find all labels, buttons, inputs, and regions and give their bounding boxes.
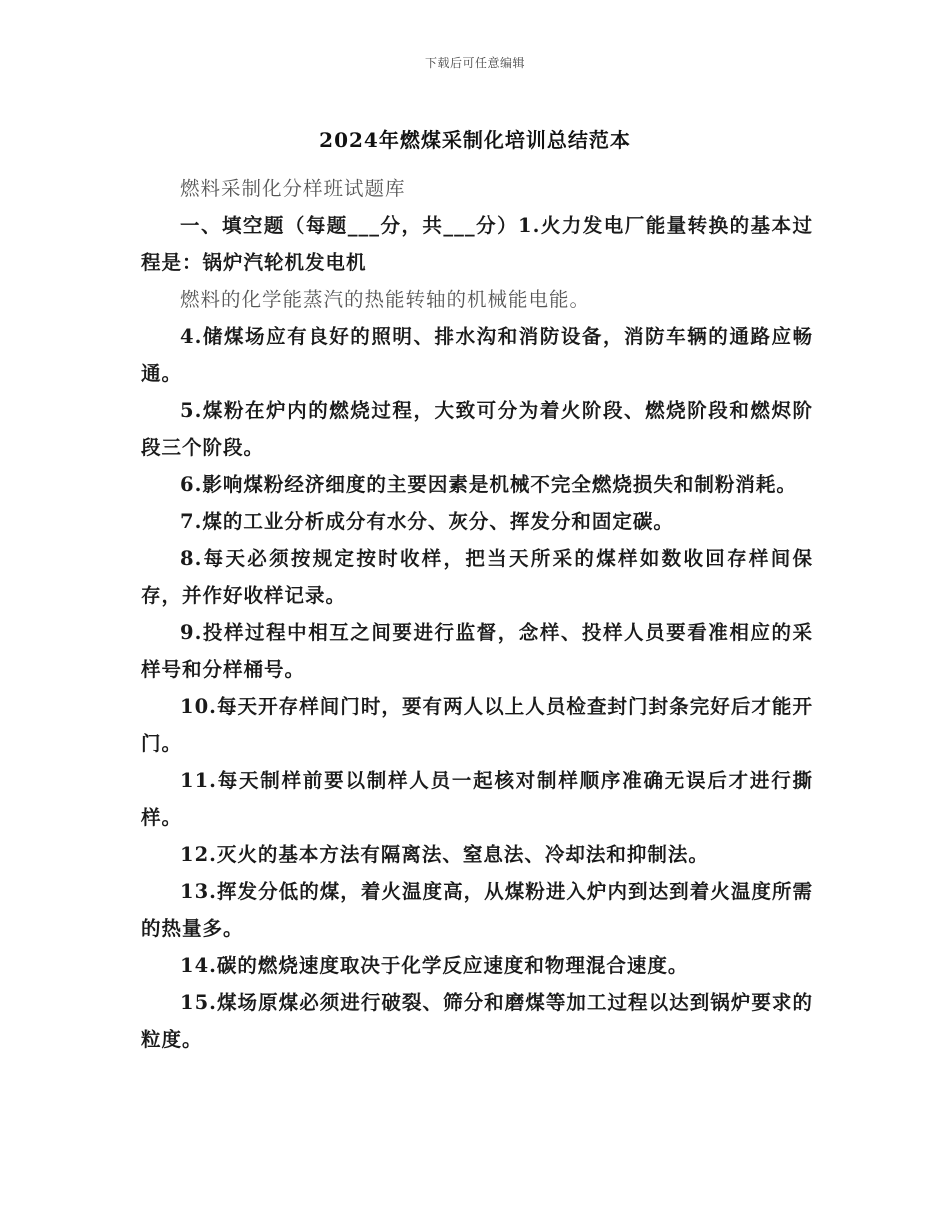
paragraph: 12.灭火的基本方法有隔离法、窒息法、冷却法和抑制法。 (180, 843, 709, 866)
paragraph: 15.煤场原煤必须进行破裂、筛分和磨煤等加工过程以达到锅炉要求的粒度。 (141, 991, 813, 1051)
paragraph: 一、填空题（每题___分，共___分）1.火力发电厂能量转换的基本过程是：锅炉汽轮机发电机 (141, 214, 813, 274)
paragraph: 14.碳的燃烧速度取决于化学反应速度和物理混合速度。 (180, 954, 689, 977)
document-body (141, 170, 813, 1058)
paragraph: 燃料的化学能蒸汽的热能转轴的机械能电能。 (180, 288, 591, 311)
document-title: 2024年燃煤采制化培训总结范本 (319, 128, 631, 152)
paragraph: 8.每天必须按规定按时收样，把当天所采的煤样如数收回存样间保存，并作好收样记录。 (141, 547, 813, 607)
paragraph: 11.每天制样前要以制样人员一起核对制样顺序准确无误后才进行撕样。 (141, 769, 813, 829)
paragraph: 7.煤的工业分析成分有水分、灰分、挥发分和固定碳。 (180, 510, 674, 533)
paragraph: 4.储煤场应有良好的照明、排水沟和消防设备，消防车辆的通路应畅通。 (141, 325, 813, 385)
paragraph: 10.每天开存样间门时，要有两人以上人员检查封门封条完好后才能开门。 (141, 695, 813, 755)
paragraph: 13.挥发分低的煤，着火温度高，从煤粉进入炉内到达到着火温度所需的热量多。 (141, 880, 813, 940)
page-header-note: 下载后可任意编辑 (424, 56, 525, 70)
paragraph: 燃料采制化分样班试题库 (180, 177, 406, 200)
paragraph: 9.投样过程中相互之间要进行监督，念样、投样人员要看准相应的采样号和分样桶号。 (141, 621, 813, 681)
paragraph: 5.煤粉在炉内的燃烧过程，大致可分为着火阶段、燃烧阶段和燃烬阶段三个阶段。 (141, 399, 813, 459)
paragraph: 6.影响煤粉经济细度的主要因素是机械不完全燃烧损失和制粉消耗。 (180, 473, 797, 496)
